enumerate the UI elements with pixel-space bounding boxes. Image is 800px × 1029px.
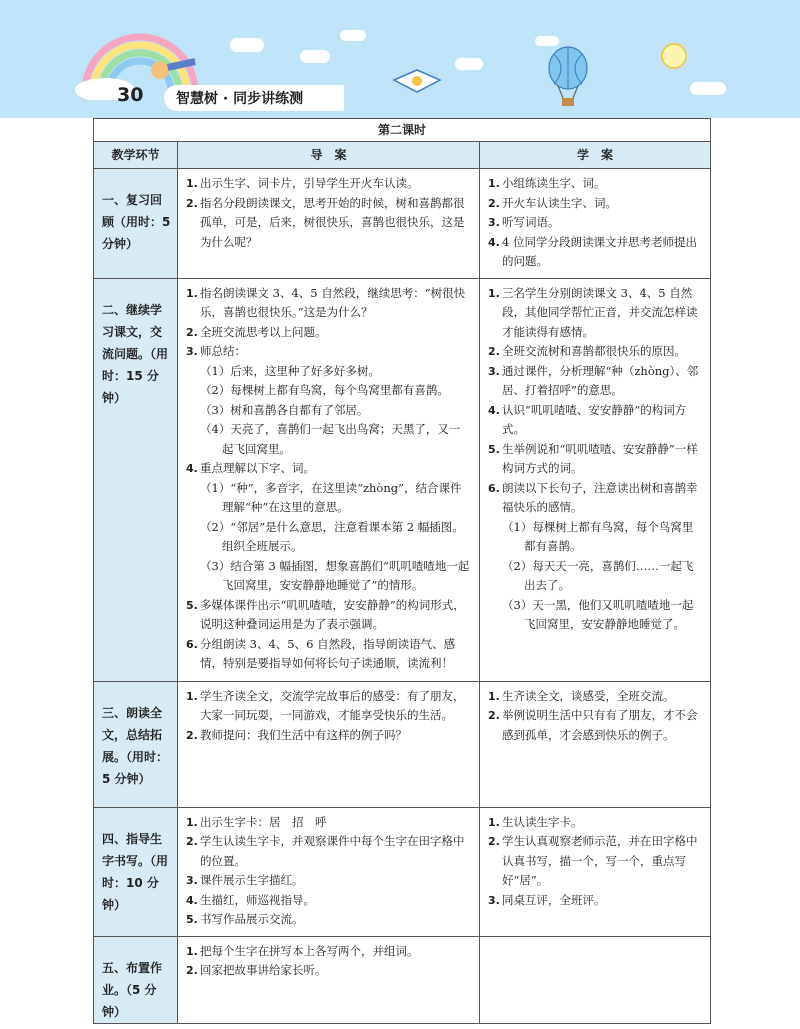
- column-header-guide: 导 案: [178, 142, 480, 169]
- list-item: [488, 213, 702, 233]
- table-row: [94, 936, 711, 1023]
- item-number: 3.: [186, 874, 198, 887]
- guide-cell: [178, 807, 480, 936]
- list-item: [186, 323, 471, 343]
- item-text: 书写作品展示交流。: [200, 912, 304, 926]
- item-text: 学生齐读全文，交流学完故事后的感受：有了朋友，大家一同玩耍，一同游戏，才能享受快乐的生活。: [200, 688, 465, 722]
- item-text: 回家把故事讲给家长听。: [200, 963, 327, 977]
- hot-air-balloon-icon: [546, 46, 590, 108]
- item-number: 5.: [186, 913, 198, 926]
- item-number: 5.: [488, 442, 500, 456]
- page-header: [0, 0, 800, 118]
- sub-item: （2）每天天一亮，喜鹊们……一起飞出去了。: [502, 558, 694, 592]
- item-number: 1.: [186, 689, 198, 703]
- item-text: 朗读以下长句子，注意读出树和喜鹊幸福快乐的感情。: [502, 480, 698, 514]
- list-item: [186, 726, 471, 746]
- list-item: [488, 174, 702, 194]
- list-item: [488, 706, 702, 745]
- list-item: [488, 891, 702, 911]
- item-number: 1.: [488, 815, 500, 829]
- table-header-row: [94, 142, 711, 169]
- stage-cell: 五、布置作业。（5 分钟）: [94, 936, 178, 1023]
- sub-item: （1）后来，这里种了好多好多树。: [200, 363, 380, 378]
- item-number: 1.: [488, 286, 500, 300]
- sub-item: （1）“种”，多音字，在这里读“zhòng”，结合课件理解“种”在这里的意思。: [200, 480, 462, 514]
- list-item: [186, 942, 471, 962]
- list-item: [186, 813, 471, 833]
- sub-item: （3）天一黑，他们又叽叽喳喳地一起飞回窝里，安安静静地睡觉了。: [502, 597, 694, 631]
- list-item: [186, 635, 471, 674]
- item-text: 出示生字、词卡片，引导学生开火车认读。: [200, 176, 419, 190]
- item-text: 全班交流树和喜鹊都很快乐的原因。: [502, 344, 686, 358]
- book-title: 智慧树 · 同步讲练测: [176, 91, 304, 107]
- item-text: 生齐读全文，谈感受，全班交流。: [502, 688, 675, 703]
- item-text: 重点理解以下字、词。: [200, 461, 315, 475]
- item-number: 3.: [488, 364, 500, 378]
- study-cell: [480, 936, 711, 1023]
- sub-item: （3）结合第 3 幅插图，想象喜鹊们“叽叽喳喳地一起飞回窝里，安安静静地睡觉了”的情形。: [200, 558, 470, 592]
- list-item: [488, 194, 702, 214]
- item-number: 4.: [488, 235, 500, 249]
- stage-cell: 二、继续学习课文，交流问题。（用时：15 分钟）: [94, 278, 178, 681]
- item-text: 全班交流思考以上问题。: [200, 324, 327, 339]
- item-number: 1.: [488, 177, 500, 190]
- table-row: [94, 807, 711, 936]
- list-item: [186, 284, 471, 323]
- list-item: [488, 440, 702, 479]
- item-text: 同桌互评，全班评。: [502, 892, 606, 907]
- item-text: 认识“叽叽喳喳、安安静静”的构词方式。: [502, 402, 687, 436]
- item-text: 听写词语。: [502, 215, 560, 229]
- item-text: 举例说明生活中只有有了朋友，才不会感到孤单，才会感到快乐的例子。: [502, 708, 698, 742]
- item-number: 2.: [186, 964, 198, 977]
- item-text: 4 位同学分段朗读课文并思考老师提出的问题。: [502, 234, 697, 268]
- item-text: 课件展示生字描红。: [200, 873, 304, 887]
- item-number: 4.: [186, 462, 198, 475]
- item-number: 1.: [186, 286, 198, 300]
- list-item: [186, 961, 471, 981]
- table-row: [94, 169, 711, 279]
- list-item: [488, 233, 702, 272]
- list-item: [488, 342, 702, 362]
- sub-list: [488, 518, 702, 635]
- stage-cell: 一、复习回顾（用时：5 分钟）: [94, 169, 178, 279]
- item-text: 学生认读生字卡，并观察课件中每个生字在田字格中的位置。: [200, 834, 465, 868]
- list-item: [186, 891, 471, 911]
- list-item: [186, 194, 471, 253]
- item-number: 3.: [488, 893, 500, 907]
- lesson-plan-table: [93, 118, 711, 1024]
- item-number: 2.: [488, 345, 500, 358]
- item-number: 2.: [186, 196, 198, 210]
- item-text: 多媒体课件出示“叽叽喳喳，安安静静”的构词形式，说明这种叠词运用是为了表示强调。: [200, 597, 465, 631]
- item-number: 1.: [186, 177, 198, 190]
- list-item: [488, 284, 702, 343]
- list-item: [488, 813, 702, 833]
- item-text: 开火车认读生字、词。: [502, 195, 617, 210]
- item-text: 三名学生分别朗读课文 3、4、5 自然段，其他同学帮忙正音，并交流怎样读才能读得有感情。: [502, 285, 698, 339]
- sub-item: （2）“邻居”是什么意思，注意看课本第 2 幅插图。组织全班展示。: [200, 519, 464, 553]
- study-cell: [480, 681, 711, 807]
- item-text: 教师提问：我们生活中有这样的例子吗？: [200, 727, 407, 742]
- guide-cell: [178, 278, 480, 681]
- list-item: [488, 832, 702, 891]
- item-number: 6.: [186, 637, 198, 651]
- list-item: [186, 832, 471, 871]
- sub-list: [186, 479, 471, 596]
- list-item: [488, 362, 702, 401]
- item-text: 分组朗读 3、4、5、6 自然段，指导朗读语气、感情，特别是要指导如何将长句子读通顺，读流利！: [200, 636, 456, 670]
- study-cell: [480, 169, 711, 279]
- item-number: 4.: [186, 893, 198, 907]
- list-item: [186, 342, 471, 362]
- page-number: 30: [117, 84, 144, 106]
- column-header-study: 学 案: [480, 142, 711, 169]
- item-number: 3.: [488, 216, 500, 229]
- sub-item: （1）每棵树上都有鸟窝，每个鸟窝里都有喜鹊。: [502, 519, 694, 553]
- item-number: 2.: [488, 709, 500, 722]
- list-item: [488, 479, 702, 518]
- list-item: [488, 687, 702, 707]
- item-text: 小组练读生字、词。: [502, 176, 606, 190]
- item-number: 2.: [186, 325, 198, 339]
- item-number: 2.: [488, 835, 500, 848]
- table-row: [94, 681, 711, 807]
- list-item: [488, 401, 702, 440]
- kite-illustration: [392, 62, 442, 102]
- list-item: [186, 459, 471, 479]
- list-item: [186, 596, 471, 635]
- item-number: 6.: [488, 481, 500, 495]
- study-cell: [480, 807, 711, 936]
- item-text: 生描红，师巡视指导。: [200, 892, 315, 907]
- item-number: 1.: [186, 815, 198, 829]
- item-text: 指名分段朗读课文，思考开始的时候，树和喜鹊都很孤单，可是，后来，树很快乐，喜鹊也很快乐，这是为什么呢？: [200, 195, 465, 249]
- list-item: [186, 910, 471, 930]
- guide-cell: [178, 936, 480, 1023]
- sub-item: （4）天亮了，喜鹊们一起飞出鸟窝；天黑了，又一起飞回窝里。: [200, 422, 461, 456]
- table-title-row: [94, 119, 711, 142]
- item-number: 5.: [186, 598, 198, 612]
- item-text: 把每个生字在拼写本上各写两个，并组词。: [200, 943, 419, 958]
- item-number: 2.: [186, 728, 198, 742]
- item-text: 指名朗读课文 3、4、5 自然段，继续思考：“树很快乐，喜鹊也很快乐。”这是为什么？: [200, 285, 466, 319]
- table-title: 第二课时: [94, 119, 711, 142]
- stage-cell: 三、朗读全文，总结拓展。（用时：5 分钟）: [94, 681, 178, 807]
- item-text: 出示生字卡：居 招 呼: [200, 814, 327, 829]
- item-number: 2.: [488, 196, 500, 210]
- item-number: 2.: [186, 835, 198, 848]
- item-number: 1.: [488, 689, 500, 703]
- book-title-banner: [164, 85, 344, 111]
- sub-item: （2）每棵树上都有鸟窝，每个鸟窝里都有喜鹊。: [200, 383, 449, 397]
- table-row: [94, 278, 711, 681]
- list-item: [186, 174, 471, 194]
- sun-icon: [656, 38, 692, 74]
- guide-cell: [178, 169, 480, 279]
- item-number: 4.: [488, 403, 500, 417]
- item-text: 学生认真观察老师示范，并在田字格中认真书写，描一个，写一个，重点写好“居”。: [502, 834, 698, 887]
- guide-cell: [178, 681, 480, 807]
- item-text: 通过课件，分析理解“种（zhòng）、邻居、打着招呼”的意思。: [502, 363, 699, 397]
- item-text: 生举例说和“叽叽喳喳、安安静静”一样构词方式的词。: [502, 441, 698, 475]
- item-number: 3.: [186, 345, 198, 358]
- item-number: 1.: [186, 944, 198, 958]
- list-item: [186, 871, 471, 891]
- study-cell: [480, 278, 711, 681]
- column-header-stage: 教学环节: [94, 142, 178, 169]
- sub-item: （3）树和喜鹊各自都有了邻居。: [200, 402, 369, 417]
- item-text: 师总结：: [200, 344, 246, 358]
- sub-list: [186, 362, 471, 460]
- list-item: [186, 687, 471, 726]
- item-text: 生认读生字卡。: [502, 814, 583, 829]
- stage-cell: 四、指导生字书写。（用时：10 分钟）: [94, 807, 178, 936]
